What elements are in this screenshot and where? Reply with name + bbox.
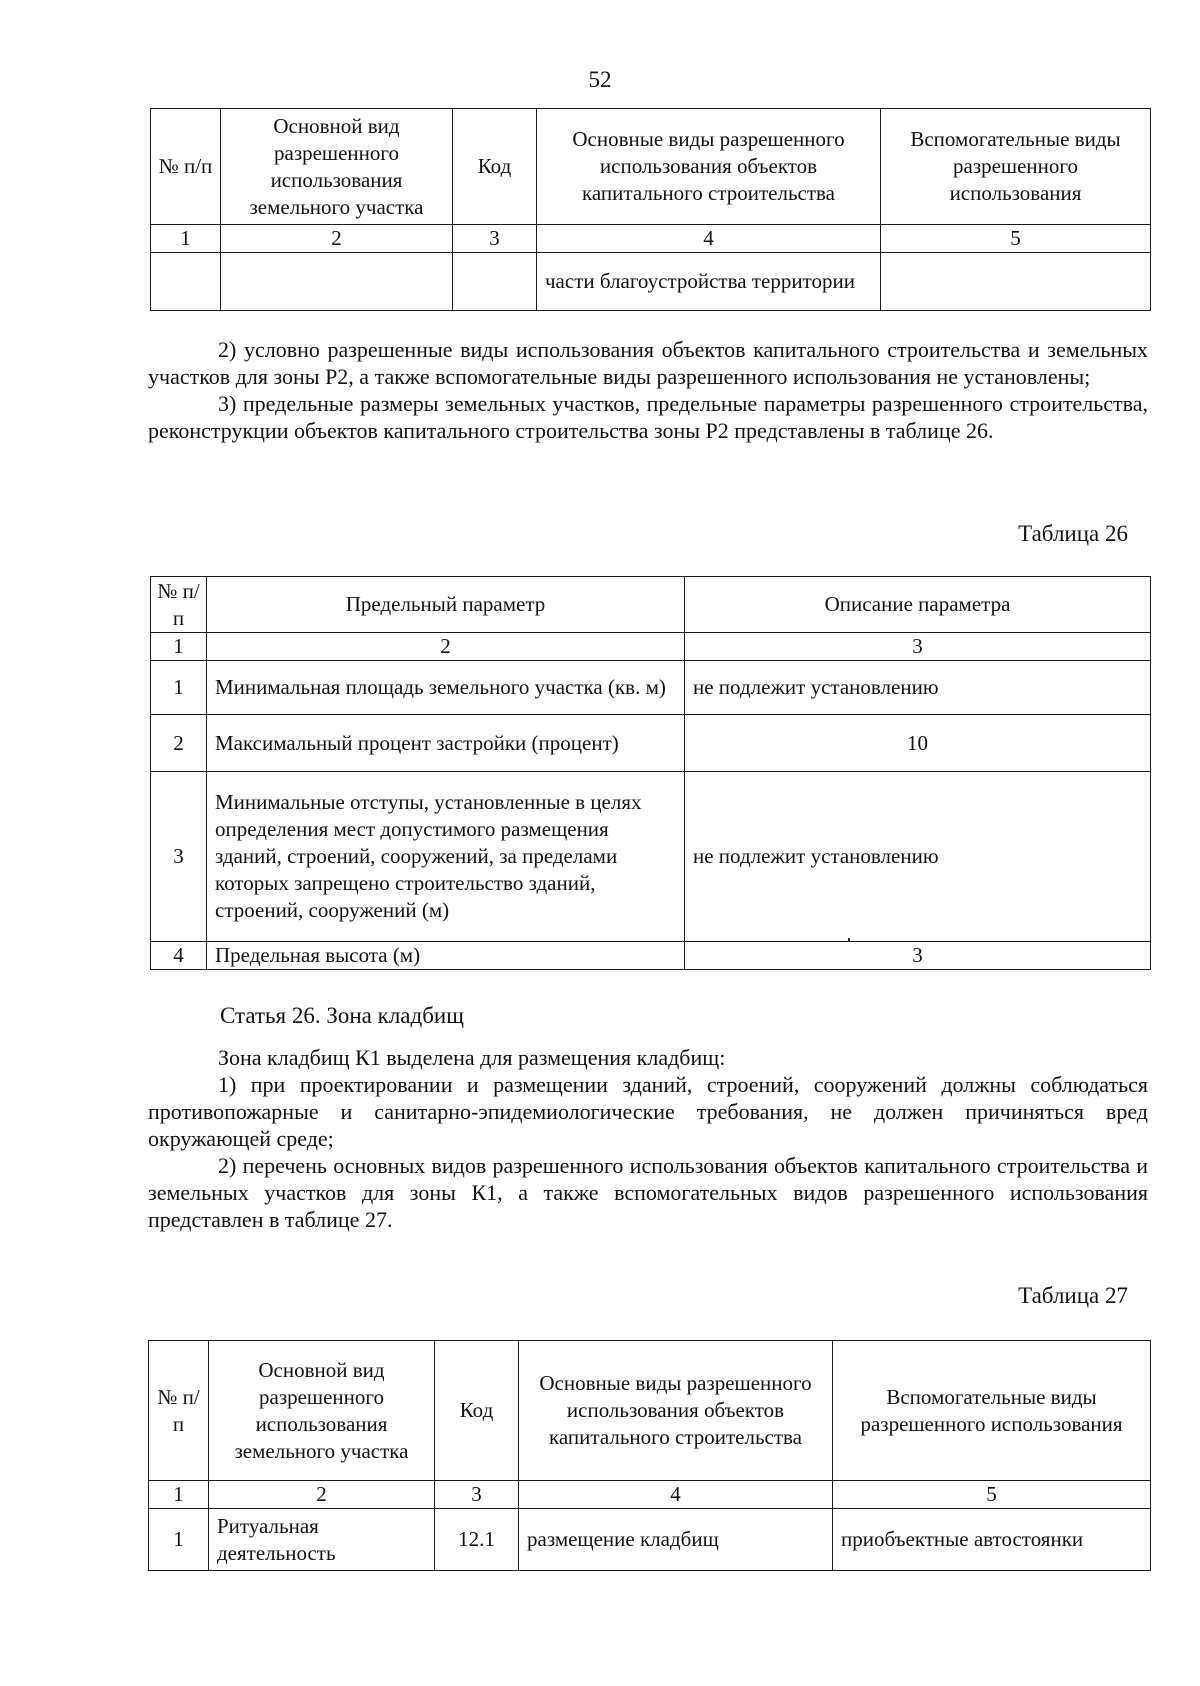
- scan-speck: [848, 938, 850, 942]
- parameter-value: не подлежит установлению: [685, 661, 1151, 715]
- table-27: [148, 1340, 1151, 1571]
- number-cell: 3: [685, 633, 1151, 661]
- header-cell: Вспомогательные виды разрешенного использования: [833, 1341, 1151, 1481]
- table-26-caption: Таблица 26: [1018, 521, 1128, 546]
- parameter-name: Минимальная площадь земельного участка (кв. м): [207, 661, 685, 715]
- parameter-name: Максимальный процент застройки (процент): [207, 715, 685, 772]
- table-27-caption: Таблица 27: [1018, 1283, 1128, 1308]
- row-number: 4: [151, 942, 207, 970]
- table-cell: [221, 253, 453, 311]
- table-cell: [453, 253, 537, 311]
- header-cell: № п/п: [151, 109, 221, 225]
- table-cell: размещение кладбищ: [519, 1509, 833, 1571]
- parameter-value: 10: [685, 715, 1151, 772]
- paragraph-block-b: [148, 1044, 1148, 1233]
- number-cell: 2: [221, 225, 453, 253]
- header-cell: Код: [435, 1341, 519, 1481]
- row-number: 2: [151, 715, 207, 772]
- parameter-name: Минимальные отступы, установленные в целях определения мест допустимого размещения зданий, строений, сооружений, за пределами которых запрещено строительство зданий, строений, сооружений (м): [207, 772, 685, 942]
- number-cell: 4: [537, 225, 881, 253]
- row-number: 3: [151, 772, 207, 942]
- table-row: [151, 253, 1151, 311]
- table-row: [149, 1509, 1151, 1571]
- table-cell: Ритуальная деятельность: [209, 1509, 435, 1571]
- header-cell: Основной вид разрешенного использования земельного участка: [221, 109, 453, 225]
- number-cell: 2: [209, 1481, 435, 1509]
- parameter-value: 3: [685, 942, 1151, 970]
- parameter-name: Предельная высота (м): [207, 942, 685, 970]
- table-cell: [151, 253, 221, 311]
- parameter-value: не подлежит установлению: [685, 772, 1151, 942]
- number-cell: 1: [151, 225, 221, 253]
- row-number: 1: [149, 1509, 209, 1571]
- numbering-row: [151, 633, 1151, 661]
- table-continuation: [150, 108, 1151, 311]
- paragraph: 2) условно разрешенные виды использования объектов капитального строительства и земельных участков для зоны Р2, а также вспомогательные виды разрешенного использования не установлены;: [148, 337, 1148, 389]
- table-header-row: [149, 1341, 1151, 1481]
- table-row: [151, 942, 1151, 970]
- paragraph-block-a: [148, 336, 1148, 444]
- number-cell: 1: [151, 633, 207, 661]
- row-number: 1: [151, 661, 207, 715]
- header-cell: № п/п: [149, 1341, 209, 1481]
- paragraph: Зона кладбищ К1 выделена для размещения кладбищ:: [218, 1045, 726, 1070]
- paragraph: 3) предельные размеры земельных участков, предельные параметры разрешенного строительства, реконструкции объектов капитального строительства зоны Р2 представлены в таблице 26.: [148, 391, 1148, 443]
- table-cell: [881, 253, 1151, 311]
- number-cell: 4: [519, 1481, 833, 1509]
- number-cell: 1: [149, 1481, 209, 1509]
- header-cell: Код: [453, 109, 537, 225]
- number-cell: 2: [207, 633, 685, 661]
- table-header-row: [151, 109, 1151, 225]
- header-cell: № п/п: [151, 577, 207, 633]
- table-row: [151, 772, 1151, 942]
- article-heading: Статья 26. Зона кладбищ: [220, 1003, 464, 1028]
- paragraph: 2) перечень основных видов разрешенного использования объектов капитального строительства и земельных участков для зоны К1, а также вспомогательных видов разрешенного использования представлен в таблице 27.: [148, 1153, 1148, 1232]
- table-header-row: [151, 577, 1151, 633]
- table-cell: приобъектные автостоянки: [833, 1509, 1151, 1571]
- header-cell: Предельный параметр: [207, 577, 685, 633]
- header-cell: Основной вид разрешенного использования земельного участка: [209, 1341, 435, 1481]
- table-26: [150, 576, 1151, 970]
- numbering-row: [149, 1481, 1151, 1509]
- header-cell: Описание параметра: [685, 577, 1151, 633]
- header-cell: Основные виды разрешенного использования объектов капитального строительства: [519, 1341, 833, 1481]
- number-cell: 5: [881, 225, 1151, 253]
- table-cell: 12.1: [435, 1509, 519, 1571]
- table-row: [151, 661, 1151, 715]
- header-cell: Основные виды разрешенного использования объектов капитального строительства: [537, 109, 881, 225]
- numbering-row: [151, 225, 1151, 253]
- number-cell: 3: [435, 1481, 519, 1509]
- paragraph: 1) при проектировании и размещении зданий, строений, сооружений должны соблюдаться противопожарные и санитарно-эпидемиологические требования, не должен причиняться вред окружающей среде;: [148, 1072, 1148, 1151]
- number-cell: 5: [833, 1481, 1151, 1509]
- page-number: 52: [588, 67, 612, 92]
- table-cell: части благоустройства территории: [537, 253, 881, 311]
- header-cell: Вспомогательные виды разрешенного использования: [881, 109, 1151, 225]
- number-cell: 3: [453, 225, 537, 253]
- table-row: [151, 715, 1151, 772]
